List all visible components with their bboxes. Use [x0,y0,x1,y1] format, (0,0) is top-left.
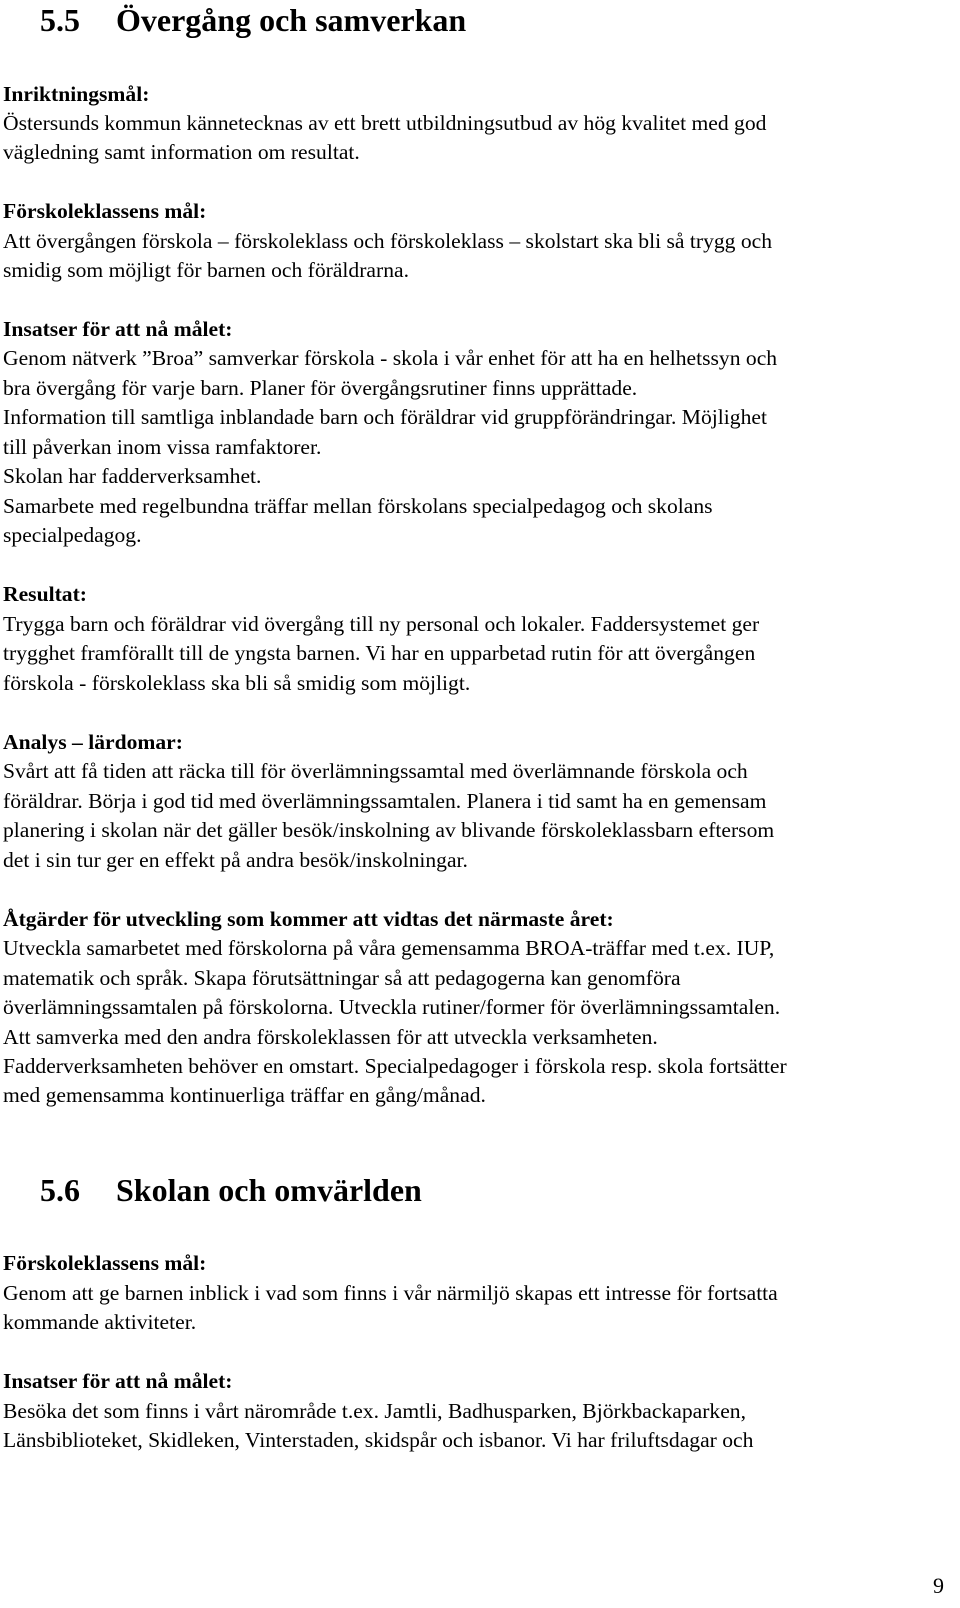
body-line: överlämningssamtalen på förskolorna. Utveckla rutiner/former för överlämningssamtalen. [3,995,781,1019]
body-line: kommande aktiviteter. [3,1310,197,1334]
body-line: föräldrar. Börja i god tid med överlämningssamtalen. Planera i tid samt ha en gemensam [3,789,767,813]
body-line: Information till samtliga inblandade barn och föräldrar vid gruppförändringar. Möjlighet [3,405,767,429]
body-line: Fadderverksamheten behöver en omstart. Specialpedagoger i förskola resp. skola fortsätter [3,1054,787,1078]
body-line: specialpedagog. [3,523,142,547]
page-number: 9 [933,1573,944,1598]
body-line: Att övergången förskola – förskoleklass och förskoleklass – skolstart ska bli så trygg och [3,229,773,253]
section-number: 5.6 [40,1172,80,1208]
body-line: Genom nätverk ”Broa” samverkar förskola - skola i vår enhet för att ha en helhetssyn och [3,346,778,370]
body-line: Utveckla samarbetet med förskolorna på våra gemensamma BROA-träffar med t.ex. IUP, [3,936,775,960]
body-line: planering i skolan när det gäller besök/inskolning av blivande förskoleklassbarn eftersom [3,818,775,842]
heading-analys: Analys – lärdomar: [3,730,183,754]
body-line: Östersunds kommun kännetecknas av ett brett utbildningsutbud av hög kvalitet med god [3,111,767,135]
body-line: förskola - förskoleklass ska bli så smidig som möjligt. [3,671,471,695]
body-line: vägledning samt information om resultat. [3,140,360,164]
body-line: smidig som möjligt för barnen och föräldrarna. [3,258,409,282]
body-line: matematik och språk. Skapa förutsättningar så att pedagogerna kan genomföra [3,966,681,990]
heading-forskoleklassens-mal: Förskoleklassens mål: [3,1251,207,1275]
body-line: med gemensamma kontinuerliga träffar en gång/månad. [3,1083,486,1107]
body-line: Länsbiblioteket, Skidleken, Vinterstaden, skidspår och isbanor. Vi har friluftsdagar och [3,1428,754,1452]
body-line: Skolan har fadderverksamhet. [3,464,262,488]
body-line: Genom att ge barnen inblick i vad som finns i vår närmiljö skapas ett intresse för fortsatta [3,1281,778,1305]
body-line: trygghet framförallt till de yngsta barnen. Vi har en upparbetad rutin för att övergången [3,641,756,665]
heading-resultat: Resultat: [3,582,87,606]
body-line: det i sin tur ger en effekt på andra besök/inskolningar. [3,848,468,872]
heading-insatser: Insatser för att nå målet: [3,1369,233,1393]
heading-forskoleklassens-mal: Förskoleklassens mål: [3,199,207,223]
section-title: Övergång och samverkan [116,2,467,38]
body-line: Samarbete med regelbundna träffar mellan förskolans specialpedagog och skolans [3,494,713,518]
heading-inriktningsmal: Inriktningsmål: [3,82,150,106]
heading-atgarder: Åtgärder för utveckling som kommer att vidtas det närmaste året: [3,907,614,931]
heading-insatser: Insatser för att nå målet: [3,317,233,341]
body-line: bra övergång för varje barn. Planer för övergångsrutiner finns upprättade. [3,376,638,400]
body-line: till påverkan inom vissa ramfaktorer. [3,435,322,459]
body-line: Svårt att få tiden att räcka till för överlämningssamtal med överlämnande förskola och [3,759,748,783]
body-line: Trygga barn och föräldrar vid övergång till ny personal och lokaler. Faddersystemet ger [3,612,760,636]
body-line: Besöka det som finns i vårt närområde t.ex. Jamtli, Badhusparken, Björkbackaparken, [3,1399,746,1423]
section-title: Skolan och omvärlden [116,1172,422,1208]
body-line: Att samverka med den andra förskoleklassen för att utveckla verksamheten. [3,1025,658,1049]
section-number: 5.5 [40,2,80,38]
